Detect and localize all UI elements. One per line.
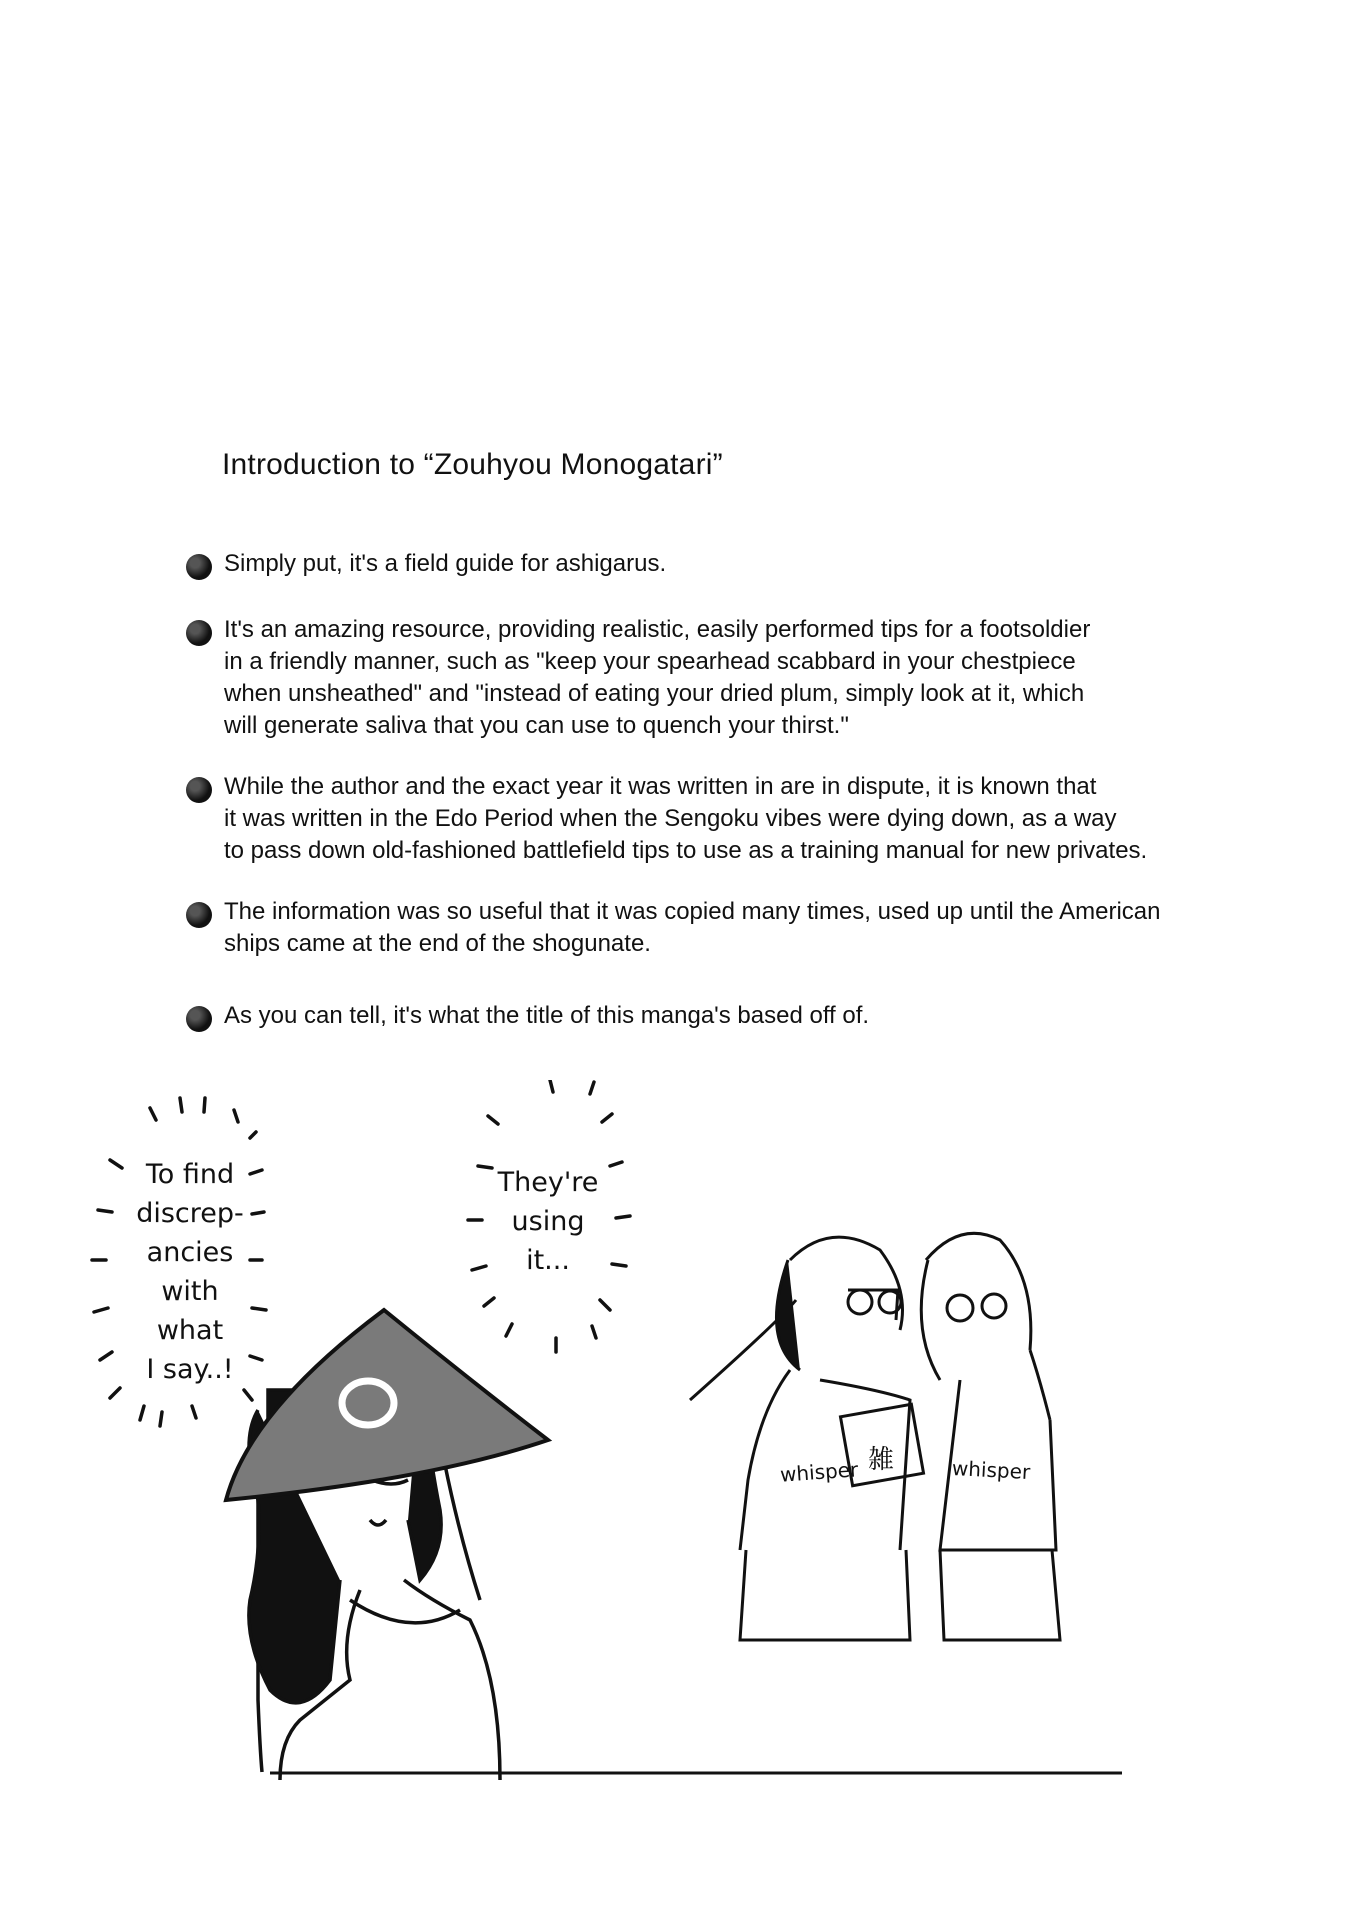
bullet-dot-icon [186,902,212,928]
left-thought-bubble: To find discrep- ancies with what I say..! [136,1159,244,1385]
bullet-text: As you can tell, it's what the title of this manga's based off of. [224,1002,870,1029]
bullet-text: It's an amazing resource, providing realistic, easily performed tips for a footsoldier in a friendly manner, such as "keep your spearhead scabbard in your chestpiece when unsheathed" and "instead of eating your dried plum, simply look at it, which will generate saliva that you can use to quench your thirst." [224,616,1091,739]
bullet-text: The information was so useful that it was copied many times, used up until the American ships came at the end of the shogunate. [224,898,1161,957]
page-title: Introduction to “Zouhyou Monogatari” [222,448,723,481]
bullet-dot-icon [186,777,212,803]
right-thought-bubble: They're using it... [497,1167,599,1276]
whispering-girls [690,1233,1060,1640]
whisper-sfx: whisper [779,1457,859,1487]
bullet-text: Simply put, it's a field guide for ashigarus. [224,550,667,577]
bullet-dot-icon [186,1006,212,1032]
whisper-sfx: whisper [951,1455,1031,1485]
bullet-dot-icon [186,554,212,580]
bullet-text: While the author and the exact year it was written in are in dispute, it is known that it was written in the Edo Period when the Sengoku vibes were dying down, as a way to pass down old-fashioned battlefield tips to use as a training manual for new privates. [224,773,1148,864]
bullet-dot-icon [186,620,212,646]
svg-text:雑: 雑 [868,1444,895,1474]
